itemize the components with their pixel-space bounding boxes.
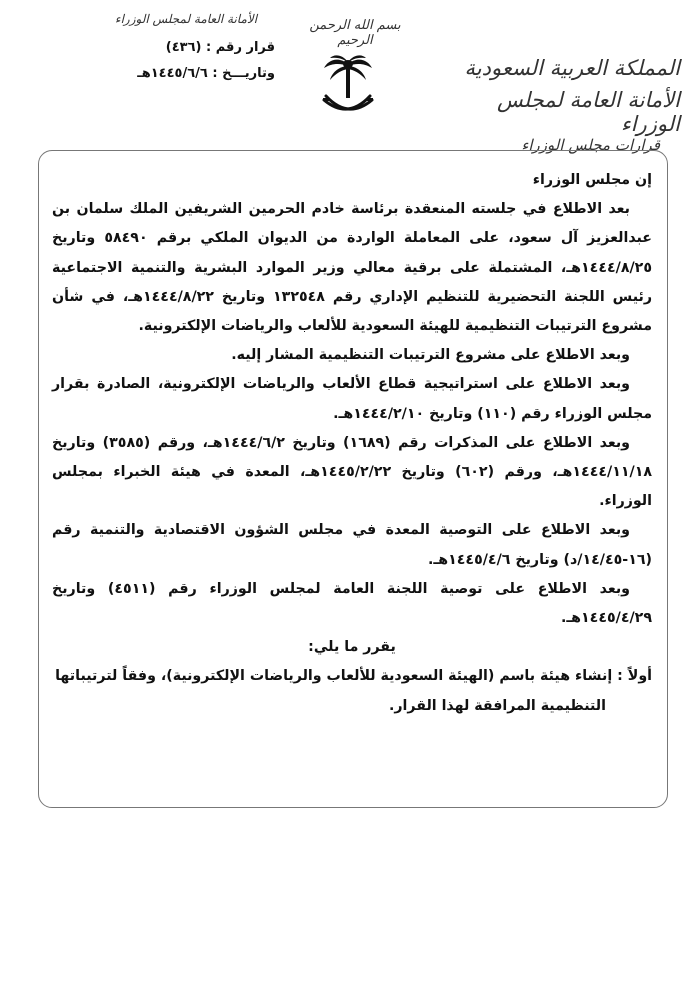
kingdom-header: المملكة العربية السعودية — [464, 56, 680, 80]
secretariat-header: الأمانة العامة لمجلس الوزراء — [496, 88, 680, 136]
item-first — [52, 662, 652, 691]
decision-number: قرار رقم : (٤٣٦) — [165, 40, 275, 55]
council-decisions-header: قرارات مجلس الوزراء — [521, 136, 660, 154]
palm-swords-emblem-icon — [318, 54, 378, 124]
opening-line: إن مجلس الوزراء — [532, 172, 652, 188]
decides-line: يقرر ما يلي: — [308, 639, 396, 656]
item-first-label: أولاً : — [617, 668, 652, 685]
decision-body — [52, 166, 652, 721]
paragraph-3: وبعد الاطلاع على استراتيجية قطاع الألعاب والرياضات الإلكترونية، الصادرة بقرار مجلس الوزراء رقم (١١٠) وتاريخ ١٤٤٤/٢/١٠هـ. — [52, 376, 652, 422]
basmala: بسم الله الرحمن الرحيم — [309, 18, 401, 48]
paragraph-2: وبعد الاطلاع على مشروع الترتيبات التنظيمية المشار إليه. — [231, 347, 630, 364]
paragraph-5: وبعد الاطلاع على التوصية المعدة في مجلس الشؤون الاقتصادية والتنمية رقم (١٦-١٤/٤٥/د) وتاريخ ١٤٤٥/٤/٦هـ. — [52, 522, 652, 568]
paragraph-4: وبعد الاطلاع على المذكرات رقم (١٦٨٩) وتاريخ ١٤٤٤/٦/٢هـ، ورقم (٣٥٨٥) وتاريخ ١٤٤٤/١١/١٨هـ، ورقم (٦٠٢) وتاريخ ١٤٤٥/٢/٢٢هـ، المعدة في هيئة الخبراء بمجلس الوزراء. — [52, 434, 653, 510]
paragraph-1: بعد الاطلاع في جلسته المنعقدة برئاسة خادم الحرمين الشريفين الملك سلمان بن عبدالعزيز آل سعود، على المعاملة الواردة من الديوان الملكي برقم ٥٨٤٩٠ وتاريخ ١٤٤٤/٨/٢٥هـ، المشتملة على برقية معالي وزير الموارد البشرية والتنمية الاجتماعية رئيس اللجنة التحضيرية للتنظيم الإداري رقم ١٣٢٥٤٨ وتاريخ ١٤٤٤/٨/٢٢هـ، في شأن مشروع الترتيبات التنظيمية للهيئة السعودية للألعاب والرياضات الإلكترونية. — [52, 201, 652, 335]
paragraph-6: وبعد الاطلاع على توصية اللجنة العامة لمجلس الوزراء رقم (٤٥١١) وتاريخ ١٤٤٥/٤/٢٩هـ. — [52, 580, 652, 627]
item-first-text: إنشاء هيئة باسم (الهيئة السعودية للألعاب والرياضات الإلكترونية)، وفقاً لترتيباتها — [55, 668, 613, 685]
secretariat-small-header: الأمانة العامة لمجلس الوزراء — [114, 12, 258, 26]
item-first-continuation: التنظيمية المرافقة لهذا القرار. — [388, 697, 606, 714]
decision-date: وتاريـــخ : ١٤٤٥/٦/٦هـ — [137, 66, 275, 81]
